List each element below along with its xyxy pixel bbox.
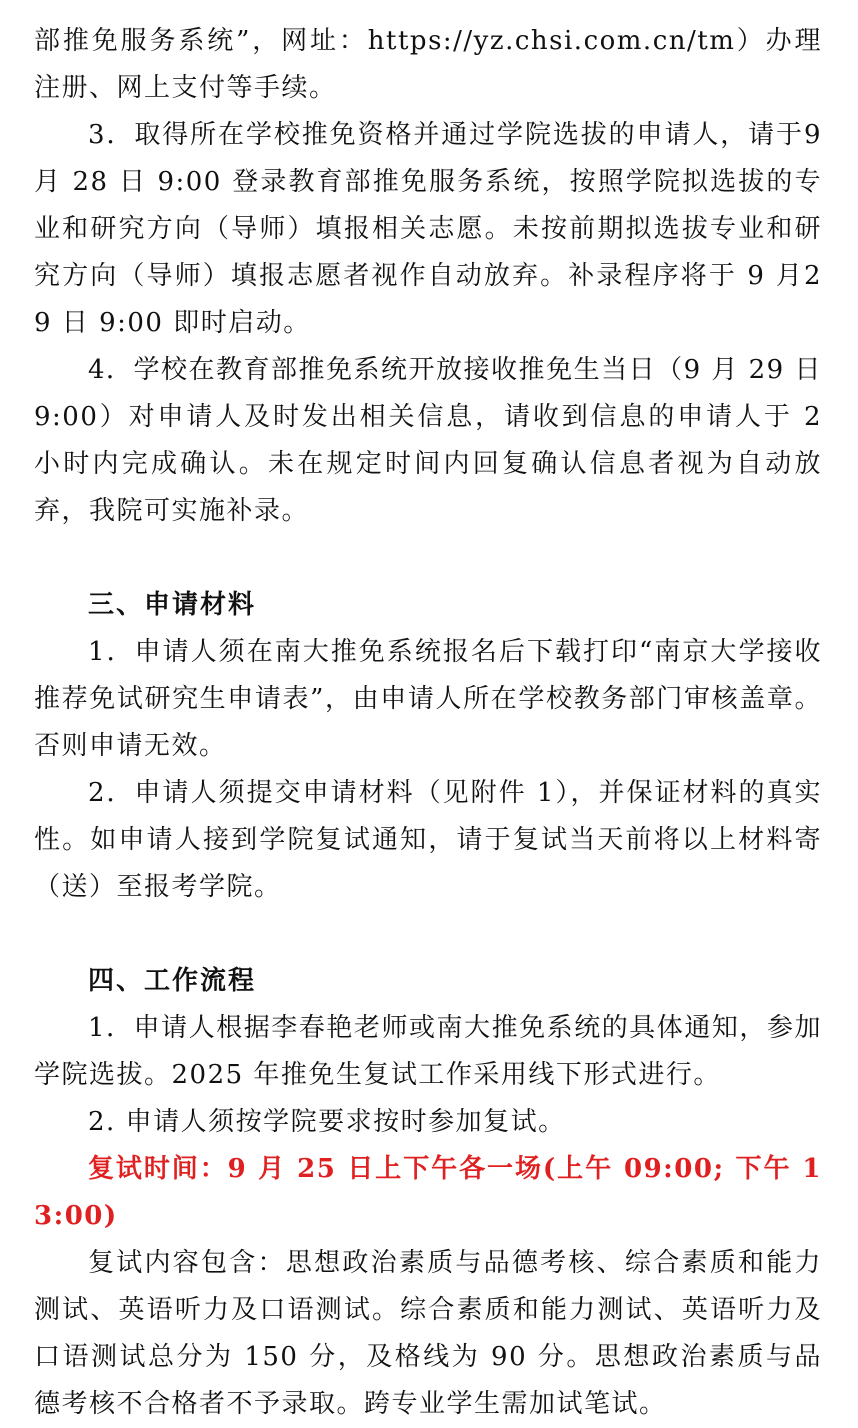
section-heading-materials: 三、申请材料: [88, 590, 257, 620]
section-spacer: [34, 911, 822, 958]
paragraph-registration-continued: 部推免服务系统”，网址：https://yz.chsi.com.cn/tm）办理注册、网上支付等手续。: [34, 26, 822, 103]
paragraph-materials-2: 2．申请人须提交申请材料（见附件 1），并保证材料的真实性。如申请人接到学院复试通知，请于复试当天前将以上材料寄（送）至报考学院。: [34, 778, 822, 902]
paragraph-item-4: 4．学校在教育部推免系统开放接收推免生当日（9 月 29 日9:00）对申请人及时发出相关信息，请收到信息的申请人于 2 小时内完成确认。未在规定时间内回复确认信息者视为自动放弃，我院可实施补录。: [34, 355, 822, 526]
section-spacer: [34, 535, 822, 582]
paragraph-workflow-1: 1．申请人根据李春艳老师或南大推免系统的具体通知，参加学院选拔。2025 年推免生复试工作采用线下形式进行。: [34, 1013, 822, 1090]
interview-time-highlight: 复试时间：9 月 25 日上下午各一场(上午 09:00; 下午 13:00): [34, 1154, 822, 1231]
paragraph-interview-content: 复试内容包含：思想政治素质与品德考核、综合素质和能力测试、英语听力及口语测试。综合素质和能力测试、英语听力及口语测试总分为 150 分，及格线为 90 分。思想政治素质与品德考核不合格者不予录取。跨专业学生需加试笔试。: [34, 1248, 822, 1419]
paragraph-workflow-2: 2. 申请人须按学院要求按时参加复试。: [88, 1107, 566, 1137]
paragraph-item-3: 3．取得所在学校推免资格并通过学院选拔的申请人，请于9 月 28 日 9:00 登录教育部推免服务系统，按照学院拟选拔的专业和研究方向（导师）填报相关志愿。未按前期拟选拔专业和研究方向（导师）填报志愿者视作自动放弃。补录程序将于 9 月29 日 9:00 即时启动。: [34, 120, 822, 338]
paragraph-materials-1: 1．申请人须在南大推免系统报名后下载打印“南京大学接收推荐免试研究生申请表”，由申请人所在学校教务部门审核盖章。否则申请无效。: [34, 637, 822, 761]
section-heading-workflow: 四、工作流程: [88, 966, 257, 996]
